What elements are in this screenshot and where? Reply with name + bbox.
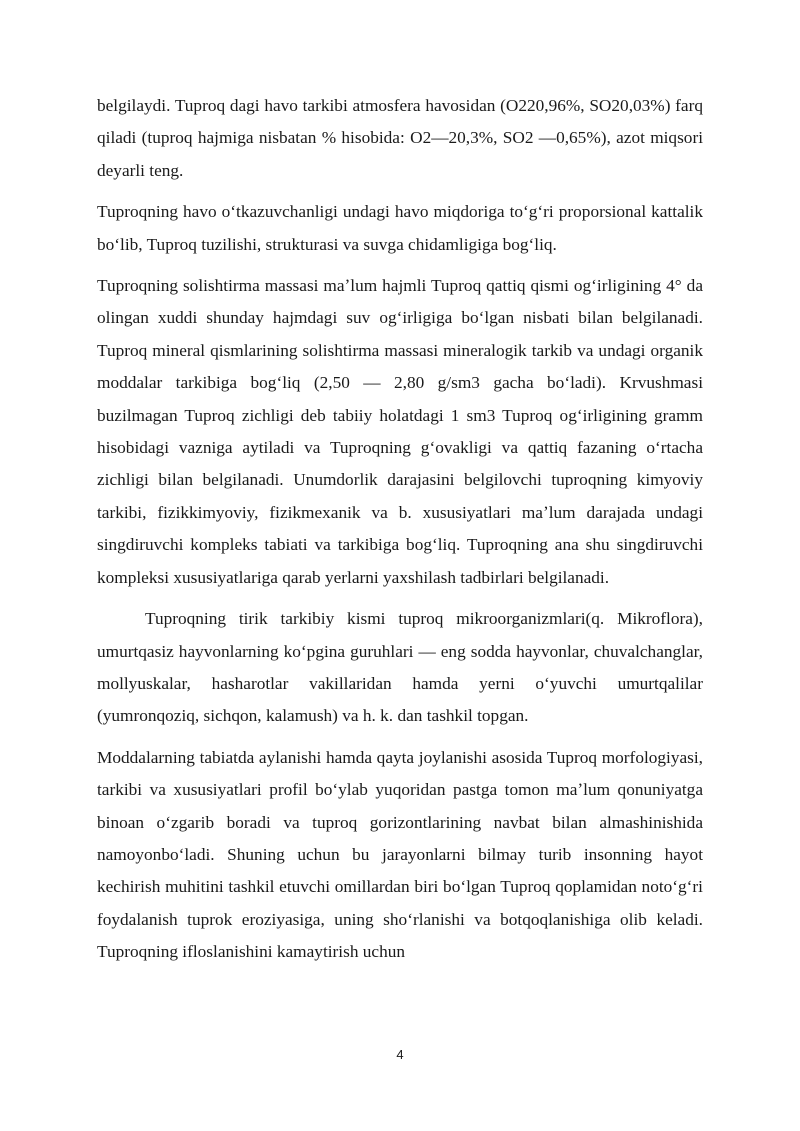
- document-page: [97, 90, 703, 978]
- paragraph-morphology: Moddalarning tabiatda aylanishi hamda qayta joylanishi asosida Tuproq morfologiyasi, tarkibi va xususiyatlari profil boʻylab yuqoridan pastga tomon maʼlum qonuniyatga binoan oʻzgarib boradi va tuproq gorizontlarining navbat bilan almashinishida namoyonboʻladi. Shuning uchun bu jarayonlarni bilmay turib insonning hayot kechirish muhitini tashkil etuvchi omillardan biri boʻlgan Tuproq qoplamidan notoʻgʻri foydalanish tuprok eroziyasiga, uning shoʻrlanishi va botqoqlanishiga olib keladi. Tuproqning ifloslanishini kamaytirish uchun: [97, 747, 703, 962]
- page-number: 4: [396, 1047, 404, 1062]
- paragraph-air-permeability: Tuproqning havo oʻtkazuvchanligi undagi havo miqdoriga toʻgʻri proporsional kattalik boʻlib, Tuproq tuzilishi, strukturasi va suvga chidamligiga bogʻliq.: [97, 202, 703, 254]
- paragraph-living-part: Tuproqning tirik tarkibiy kismi tuproq mikroorganizmlari(q. Mikroflora), umurtqasiz hayvonlarning koʻpgina guruhlari — eng sodda hayvonlar, chuvalchanglar, mollyuskalar, hasharotlar vakillaridan hamda yerni oʻyuvchi umurtqalilar (yumronqoziq, sichqon, kalamush) va h. k. dan tashkil topgan.: [97, 609, 703, 726]
- paragraph-specific-mass: Tuproqning solishtirma massasi maʼlum hajmli Tuproq qattiq qismi ogʻirligining 4° da olingan xuddi shunday hajmdagi suv ogʻirligiga boʻlgan nisbati bilan belgilanadi. Tuproq mineral qismlarining solishtirma massasi mineralogik tarkib va undagi organik moddalar tarkibiga bogʻliq (2,50 — 2,80 g/sm3 gacha boʻladi). Krvushmasi buzilmagan Tuproq zichligi deb tabiiy holatdagi 1 sm3 Tuproq ogʻirligining gramm hisobidagi vazniga aytiladi va Tuproqning gʻovakligi va qattiq fazaning oʻrtacha zichligi bilan belgilanadi. Unumdorlik darajasini belgilovchi tuproqning kimyoviy tarkibi, fizikkimyoviy, fizikmexanik va b. xususiyatlari maʼlum darajada undagi singdiruvchi kompleks tabiati va tarkibiga bogʻliq. Tuproqning ana shu singdiruvchi kompleksi xususiyatlariga qarab yerlarni yaxshilash tadbirlari belgilanadi.: [97, 276, 703, 587]
- paragraph-soil-air-composition: belgilaydi. Tuproq dagi havo tarkibi atmosfera havosidan (O220,96%, SO20,03%) farq qiladi (tuproq hajmiga nisbatan % hisobida: O2—20,3%, SO2 —0,65%), azot miqsori deyarli teng.: [97, 96, 703, 180]
